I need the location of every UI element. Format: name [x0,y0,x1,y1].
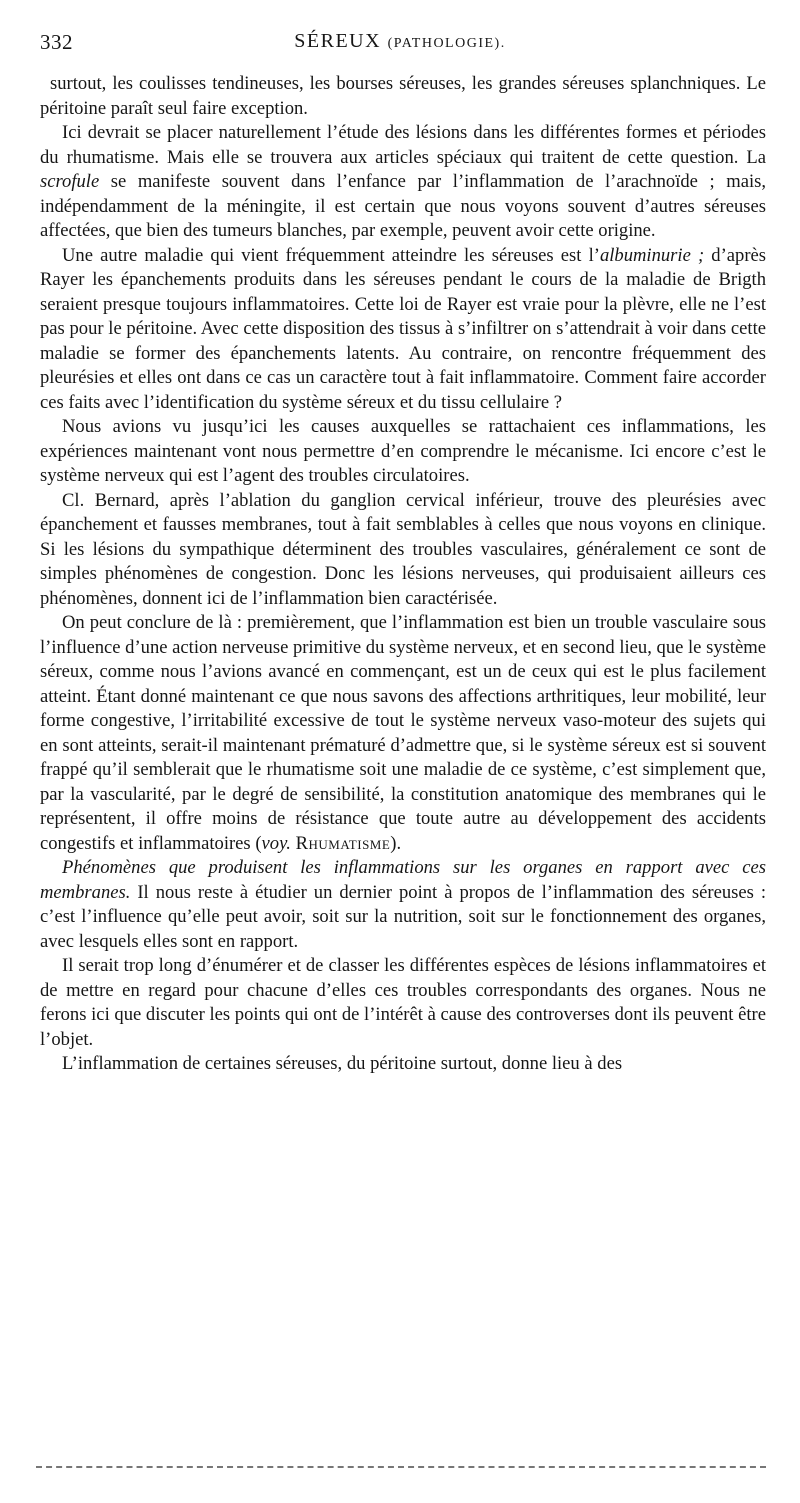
running-title-main: SÉREUX [294,30,382,52]
italic-term: voy. [261,832,291,854]
paragraph-5: Cl. Bernard, après l’ablation du ganglion cervical inférieur, trouve des pleurésies avec épanchement et fausses membranes, tout à fait semblables à celles que nous voyons en clinique. Si les lésions du sympathique déterminent des troubles vasculaires, généralement ce sont de simples phénomènes de congestion. Donc les lésions nerveuses, qui produisaient ailleurs ces phénomènes, donnent ici de l’inflammation bien caractérisée. [40,489,766,609]
page-header [40,30,760,60]
paragraph-3: Une autre maladie qui vient fréquemment atteindre les séreuses est l’albuminurie ; d’après Rayer les épanchements produits dans les séreuses pendant le cours de la maladie de Brigth seraient presque toujours inflammatoires. Cette loi de Rayer est vraie pour la plèvre, elle ne l’est pas pour le péritoine. Avec cette disposition des tissus à s’infiltrer on s’attendrait à voir dans cette maladie se former des épanchements latents. Au contraire, on rencontre fréquemment des pleurésies et elles ont dans ce cas un caractère tout à fait inflammatoire. Comment faire accorder ces faits avec l’identification du système séreux et du tissu cellulaire ? [40,244,766,413]
paragraph-2: Ici devrait se placer naturellement l’étude des lésions dans les différentes formes et périodes du rhumatisme. Mais elle se trouvera aux articles spéciaux qui traitent de cette question. La scrofule se manifeste souvent dans l’enfance par l’inflammation de l’arachnoïde ; mais, indépendamment de la méningite, il est certain que nous voyons souvent d’autres séreuses affectées, que bien des tumeurs blanches, par exemple, peuvent avoir cette origine. [40,122,766,241]
paragraph-7: Phénomènes que produisent les inflammations sur les organes en rapport avec ces membranes. Il nous reste à étudier un dernier point à propos de l’inflammation des séreuses : c’est l’influence qu’elle peut avoir, soit sur la nutrition, soit sur le fonctionnement des organes, avec lesquels elles sont en rapport. [40,857,766,952]
running-title [40,30,760,53]
page-number: 332 [40,30,73,54]
paragraph-8: Il serait trop long d’énumérer et de classer les différentes espèces de lésions inflammatoires et de mettre en regard pour chacune d’elles ces troubles correspondants des organes. Nous ne ferons ici que discuter les points qui ont de l’intérêt à cause des controverses dont ils peuvent être l’objet. [40,955,766,1050]
italic-term: albuminurie ; [599,244,705,266]
section-heading: Phénomènes que produisent les inflammations sur les organes en rapport avec ces membranes. [40,857,766,903]
footer-rule [36,1466,766,1468]
paragraph-4: Nous avions vu jusqu’ici les causes auxquelles se rattachaient ces inflammations, les expériences maintenant vont nous permettre d’en comprendre le mécanisme. Ici encore c’est le système nerveux qui est l’agent des troubles circulatoires. [40,416,766,486]
italic-term: scrofule [40,171,100,192]
cross-reference: Rhumatisme [295,832,391,854]
paragraph-9: L’inflammation de certaines séreuses, du péritoine surtout, donne lieu à des [62,1053,623,1074]
running-title-subtitle: (PATHOLOGIE). [387,36,506,51]
body-text [40,72,766,1077]
paragraph-1: surtout, les coulisses tendineuses, les bourses séreuses, les grandes séreuses splanchniques. Le péritoine paraît seul faire exception. [40,73,766,119]
paragraph-6: On peut conclure de là : premièrement, que l’inflammation est bien un trouble vasculaire sous l’influence d’une action nerveuse primitive du système nerveux, et en second lieu, que le système séreux, comme nous l’avions avancé en commençant, est un de ceux qui est le plus facilement atteint. Étant donné maintenant ce que nous savons des affections arthritiques, leur mobilité, leur forme congestive, l’irritabilité excessive de tout le système nerveux vaso-moteur des sujets qui en sont atteints, serait-il maintenant prématuré d’admettre que, si le système séreux est si souvent frappé qu’il semblerait que le rhumatisme soit une maladie de ce système, c’est simplement que, par la vascularité, par le degré de sensibilité, la constitution anatomique des membranes qui le représentent, il offre moins de résistance que toute autre au développement des accidents congestifs et inflammatoires (voy. Rhumatisme). [40,612,766,854]
